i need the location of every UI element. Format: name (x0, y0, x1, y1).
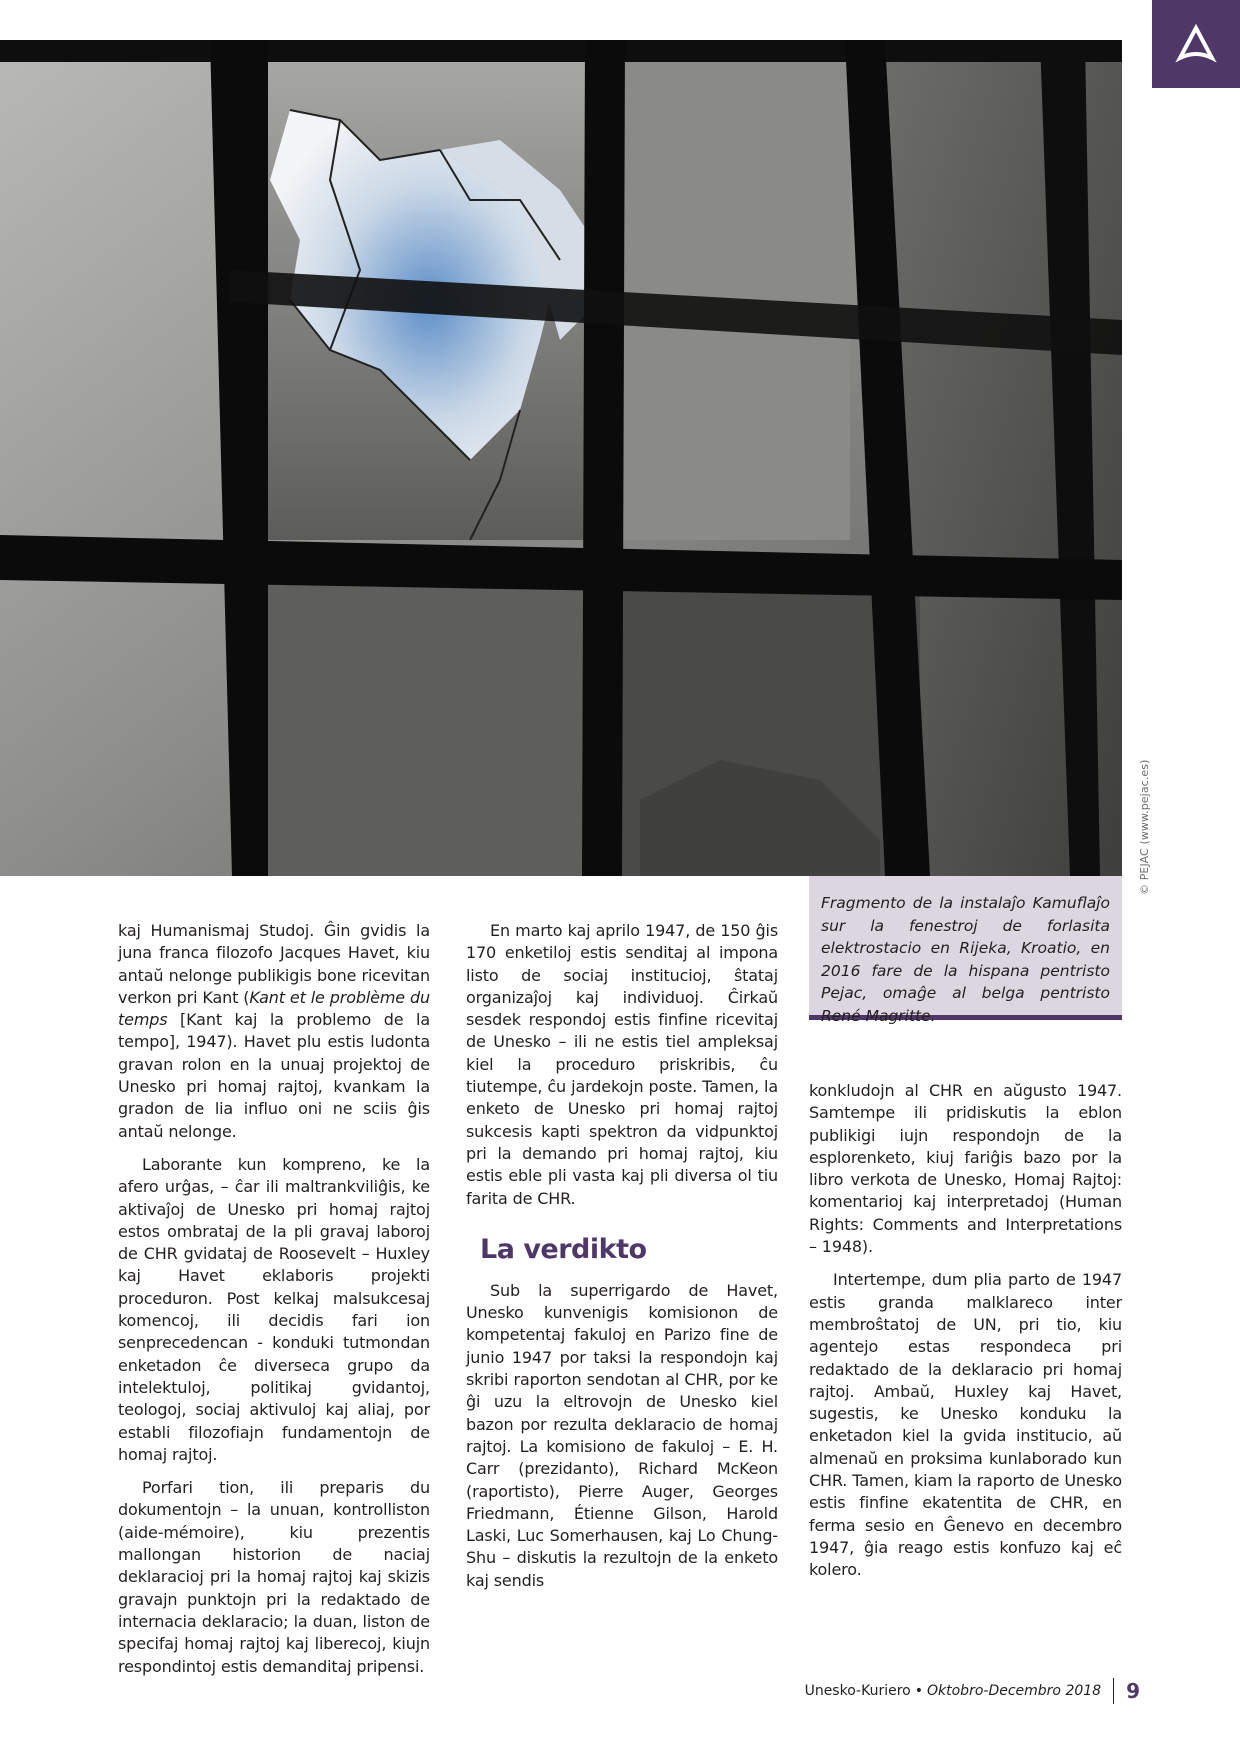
footer-divider (1113, 1678, 1114, 1704)
issue-date: Oktobro-Decembro 2018 (927, 1683, 1102, 1699)
paragraph-text: kaj Humanismaj Studoj. Ĝin gvidis la juna franca filozofo Jacques Havet, kiu antaŭ nelonge publikigis bone ricevitan verkon pri Kant ( (118, 921, 430, 1007)
article-column-1 (118, 920, 430, 1678)
broken-window-sky-photo (0, 40, 1122, 876)
page-footer (805, 1678, 1140, 1704)
publication-name: Unesko-Kuriero (804, 1683, 911, 1699)
bullet-separator: • (914, 1683, 923, 1699)
article-column-2 (466, 920, 778, 1592)
paragraph: konkludojn al CHR en aŭgusto 1947. Samtempe ili pridiskutis la eblon publikigi iujn respondojn de la esplorenketo, kiuj fariĝis bazo por la libro verkota de Unesko, Homaj Rajtoj: komentarioj kaj interpretadoj (Human Rights: Comments and Interpretations – 1948). (809, 1081, 1122, 1257)
unesco-courier-triangle-icon (1174, 24, 1218, 64)
paragraph-text: [Kant kaj la problemo de la tempo], 1947). Havet plu estis ludonta gravan rolon en la unuaj projektoj de Unesko pri homaj rajtoj, kvankam la gradon de lia influo oni ne sciis ĝis antaŭ nelonge. (118, 1010, 430, 1141)
photo-credit: © PEJAC (www.pejac.es) (1138, 759, 1151, 895)
paragraph (118, 920, 430, 1143)
paragraph: Porfari tion, ili preparis du dokumentojn – la unuan, kontrolliston (aide-mémoire), kiu prezentis mallongan historion de naciaj deklaracioj pri la homaj rajtoj kaj skizis gravajn punktojn pri la redaktado de internacia deklaracio; la duan, liston de specifaj homaj rajtoj kaj liberecoj, kiujn respondintoj estis demanditaj pripensi. (118, 1478, 430, 1676)
page-number: 9 (1126, 1679, 1140, 1703)
magazine-logo (1152, 0, 1240, 88)
paragraph: Sub la superrigardo de Havet, Unesko kunvenigis komisionon de kompetentaj fakuloj en Parizo fine de junio 1947 por taksi la respondojn kaj skribi raporton sendotan al CHR, por ke ĝi uzu la eltrovojn de Unesko kiel bazon por rezulta deklaracio de homaj rajtoj. La komisiono de fakuloj – E. H. Carr (prezidanto), Richard McKeon (raportisto), Pierre Auger, Georges Friedmann, Étienne Gilson, Harold Laski, Luc Somerhausen, kaj Lo Chung-Shu – diskutis la rezultojn de la enketo kaj sendis (466, 1280, 778, 1590)
book-title: Kant et le problème du temps (118, 987, 430, 1030)
photo-caption-box (809, 876, 1122, 1025)
article-column-3 (809, 1080, 1122, 1582)
paragraph: En marto kaj aprilo 1947, de 150 ĝis 170 enketiloj estis senditaj al impona listo de sociaj institucioj, ŝtataj organizaĵoj kaj individuoj. Ĉirkaŭ sesdek respondoj estis finfine ricevitaj de Unesko – ili ne estis tiel ampleksaj kiel la proceduro priskribis, ĉu tiutempe, ĉu jardekojn poste. Tamen, la enketo de Unesko pri homaj rajtoj sukcesis kapti spektron da vidpunktoj pri la demando pri homaj rajtoj, kiu estis eble pli vasta kaj pli diversa ol tiu farita de CHR. (466, 921, 778, 1208)
section-heading: La verdikto (480, 1233, 647, 1265)
paragraph: Laborante kun kompreno, ke la afero urĝas, – ĉar ili maltrankviliĝis, ke aktivaĵoj de Unesko pri homaj rajtoj estos ombrataj de la pli gravaj laboroj de CHR gvidataj de Roosevelt – Huxley kaj Havet eklaboris projekti proceduron. Post kelkaj malsukcesaj komencoj, ili decidis fari ion senprecedencan - konduki tutmondan enketadon ĉe diverseca grupo da intelektuloj, politikaj gvidantoj, teologoj, sociaj aktivuloj kaj aliaj, por establi filozofiajn fundamentojn de homaj rajtoj. (118, 1154, 430, 1464)
photo-caption: Fragmento de la instalaĵo Kamuflaĵo sur la fenestroj de forlasita elektrostacio en Rijeka, Kroatio, en 2016 fare de la hispana pentristo Pejac, omaĝe al belga pentristo René Magritte. (821, 894, 1110, 1025)
paragraph: Intertempe, dum plia parto de 1947 estis granda malklareco inter membroŝtatoj de UN, pri tio, kiu agentejo estas respondeca pri redaktado de la deklaracio pri homaj rajtoj. Ambaŭ, Huxley kaj Havet, sugestis, ke Unesko konduku la enketadon kiel la gvida institucio, aŭ almenaŭ en proksima kunlaborado kun CHR. Tamen, kiam la raporto de Unesko estis finfine ekatentita de CHR, en ferma sesio en Ĝenevo en decembro 1947, ĝia reago estis konfuzo kaj eĉ kolero. (809, 1270, 1122, 1580)
